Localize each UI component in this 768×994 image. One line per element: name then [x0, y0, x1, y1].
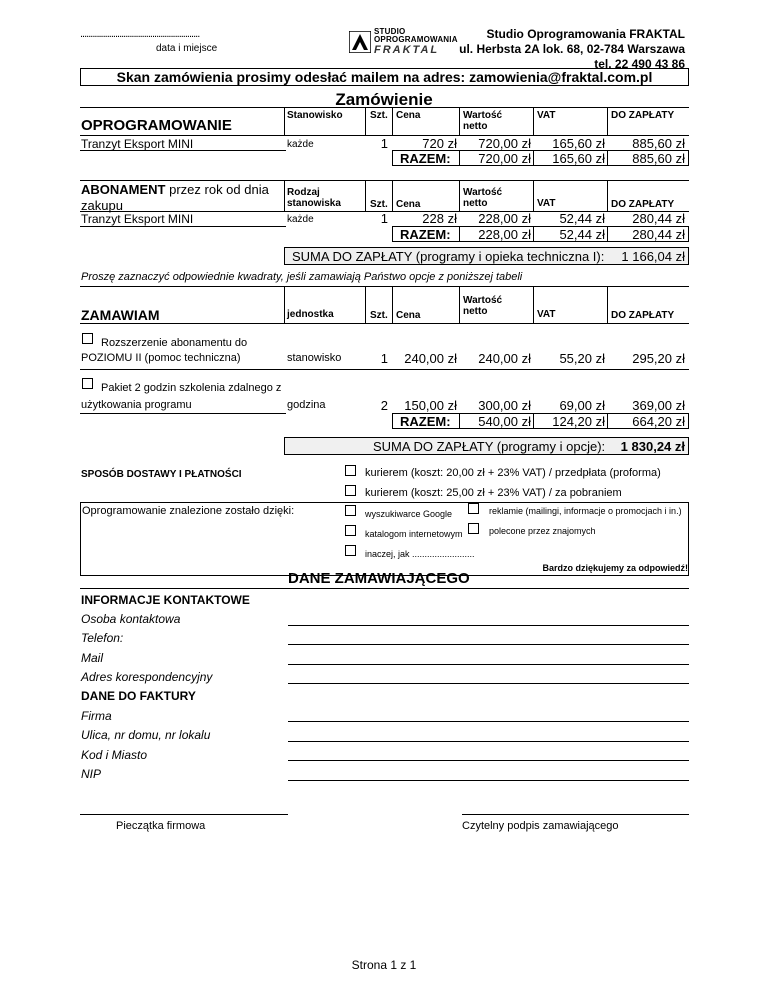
source-friends: polecone przez znajomych — [489, 526, 596, 536]
option-1-line2: POZIOMU II (pomoc techniczna) — [81, 352, 241, 364]
software-total-topay: 885,60 zł — [632, 151, 685, 166]
software-item-station: każde — [287, 139, 314, 150]
option-1-unit: stanowisko — [287, 352, 342, 364]
option-2-checkbox[interactable] — [82, 378, 93, 389]
source-friends-checkbox[interactable] — [468, 523, 479, 534]
option-2-unit: godzina — [287, 399, 326, 411]
option-1-topay: 295,20 zł — [632, 351, 685, 366]
subscription-item-name: Tranzyt Eksport MINI — [81, 212, 194, 226]
source-other-checkbox[interactable] — [345, 545, 356, 556]
col-net-2: Wartość netto — [463, 187, 503, 209]
mail-label: Mail — [81, 651, 104, 665]
software-heading: OPROGRAMOWANIE — [81, 117, 232, 134]
software-item-vat: 165,60 zł — [552, 136, 605, 151]
option-1-line1: Rozszerzenie abonamentu do — [101, 337, 248, 349]
col-vat: VAT — [537, 110, 556, 121]
sum2-label: SUMA DO ZAPŁATY (programy i opcje): — [373, 439, 606, 454]
stamp-line[interactable] — [80, 814, 288, 815]
sum2-value: 1 830,24 zł — [620, 439, 685, 454]
col-price-2: Cena — [396, 199, 421, 210]
subscription-item-vat: 52,44 zł — [559, 211, 605, 226]
subscription-total-net: 228,00 zł — [478, 227, 531, 242]
source-ads-checkbox[interactable] — [468, 503, 479, 514]
place-date-label: data i miejsce — [156, 43, 218, 54]
stamp-label: Pieczątka firmowa — [116, 820, 206, 832]
option-2-line2: użytkowania programu — [81, 399, 192, 411]
col-topay-2: DO ZAPŁATY — [611, 199, 675, 210]
contact-person-label: Osoba kontaktowa — [81, 612, 181, 626]
delivery-heading: SPOSÓB DOSTAWY I PŁATNOŚCI — [81, 469, 242, 480]
col-vat-2: VAT — [537, 198, 556, 209]
email-banner: Skan zamówienia prosimy odesłać mailem na adres: zamowienia@fraktal.com.pl — [116, 69, 653, 85]
options-note: Proszę zaznaczyć odpowiednie kwadraty, jeśli zamawiają Państwo opcje z poniższej tabeli — [81, 271, 523, 283]
delivery-option-1-checkbox[interactable] — [345, 465, 356, 476]
software-item-name: Tranzyt Eksport MINI — [81, 137, 194, 151]
options-heading: ZAMAWIAM — [81, 307, 160, 323]
nip-field[interactable] — [288, 780, 689, 781]
subscription-total-topay: 280,44 zł — [632, 227, 685, 242]
option-2-qty: 2 — [380, 398, 388, 413]
mail-field[interactable] — [288, 664, 689, 665]
col-price-3: Cena — [396, 310, 421, 321]
company-name: Studio Oprogramowania FRAKTAL — [486, 27, 685, 41]
subscription-item-price: 228 zł — [422, 211, 457, 226]
delivery-option-2: kurierem (koszt: 25,00 zł + 23% VAT) / za pobraniem — [365, 487, 622, 499]
software-total-label: RAZEM: — [400, 151, 451, 166]
option-1-vat: 55,20 zł — [559, 351, 605, 366]
fraktal-logo-icon — [349, 31, 371, 53]
city-label: Kod i Miasto — [81, 748, 148, 762]
option-2-net: 300,00 zł — [478, 398, 531, 413]
company-label: Firma — [81, 709, 112, 723]
subscription-item-qty: 1 — [380, 211, 388, 226]
options-total-label: RAZEM: — [400, 414, 451, 429]
col-topay: DO ZAPŁATY — [611, 110, 675, 121]
option-2-vat: 69,00 zł — [559, 398, 605, 413]
col-topay-3: DO ZAPŁATY — [611, 310, 675, 321]
option-1-net: 240,00 zł — [478, 351, 531, 366]
software-item-topay: 885,60 zł — [632, 136, 685, 151]
source-heading: Oprogramowanie znalezione zostało dzięki: — [82, 505, 295, 517]
delivery-option-2-checkbox[interactable] — [345, 485, 356, 496]
option-2-price: 150,00 zł — [404, 398, 457, 413]
logo-text-oprogramowania: OPROGRAMOWANIA — [374, 35, 458, 44]
software-item-net: 720,00 zł — [478, 136, 531, 151]
page-number: Strona 1 z 1 — [351, 958, 417, 972]
subscription-total-vat: 52,44 zł — [559, 227, 605, 242]
col-qty: Szt. — [370, 110, 388, 121]
option-2-topay: 369,00 zł — [632, 398, 685, 413]
phone-label: Telefon: — [81, 631, 124, 645]
source-catalogs: katalogom internetowym — [365, 529, 463, 539]
contact-person-field[interactable] — [288, 625, 689, 626]
thanks-note: Bardzo dziękujemy za odpowiedź! — [542, 563, 688, 573]
delivery-option-1: kurierem (koszt: 20,00 zł + 23% VAT) / przedpłata (proforma) — [365, 467, 661, 479]
sum1-value: 1 166,04 zł — [621, 249, 685, 264]
software-item-qty: 1 — [380, 136, 388, 151]
invoice-heading: DANE DO FAKTURY — [81, 689, 196, 703]
source-google: wyszukiwarce Google — [365, 509, 453, 519]
company-field[interactable] — [288, 721, 689, 722]
subscription-item-topay: 280,44 zł — [632, 211, 685, 226]
address-label: Adres korespondencyjny — [81, 670, 213, 684]
subscription-total-label: RAZEM: — [400, 227, 451, 242]
signature-line[interactable] — [462, 814, 689, 815]
source-catalogs-checkbox[interactable] — [345, 525, 356, 536]
subscription-item-station: każde — [287, 214, 314, 225]
source-other: inaczej, jak ......................... — [365, 549, 475, 559]
col-net: Wartość netto — [463, 110, 503, 132]
option-1-price: 240,00 zł — [404, 351, 457, 366]
phone-field[interactable] — [288, 644, 689, 645]
customer-heading: DANE ZAMAWIAJĄCEGO — [288, 570, 470, 587]
logo-text-fraktal: FRAKTAL — [374, 44, 440, 56]
option-2-line1: Pakiet 2 godzin szkolenia zdalnego z — [101, 382, 282, 394]
options-total-vat: 124,20 zł — [552, 414, 605, 429]
city-field[interactable] — [288, 760, 689, 761]
page-title: Zamówienie — [335, 90, 433, 109]
col-price: Cena — [396, 110, 421, 121]
subscription-heading: ABONAMENT przez rok od dnia zakupu — [81, 182, 269, 213]
sum1-label: SUMA DO ZAPŁATY (programy i opieka techniczna I): — [292, 249, 605, 264]
option-1-checkbox[interactable] — [82, 333, 93, 344]
place-date-dotted-line: .......................................................... — [80, 28, 200, 40]
nip-label: NIP — [81, 767, 102, 781]
company-phone: tel. 22 490 43 86 — [594, 57, 685, 71]
col-station: Stanowisko — [287, 110, 343, 121]
address-field[interactable] — [288, 683, 689, 684]
col-unit: jednostka — [287, 309, 334, 320]
logo-text — [374, 28, 458, 44]
options-total-topay: 664,20 zł — [632, 414, 685, 429]
option-1-qty: 1 — [380, 351, 388, 366]
source-google-checkbox[interactable] — [345, 505, 356, 516]
company-address: ul. Herbsta 2A lok. 68, 02-784 Warszawa — [459, 42, 685, 56]
contact-heading: INFORMACJE KONTAKTOWE — [81, 593, 250, 607]
subscription-item-net: 228,00 zł — [478, 211, 531, 226]
col-net-3: Wartość netto — [463, 295, 503, 317]
col-qty-3: Szt. — [370, 310, 388, 321]
street-label: Ulica, nr domu, nr lokalu — [81, 728, 211, 742]
software-total-vat: 165,60 zł — [552, 151, 605, 166]
street-field[interactable] — [288, 741, 689, 742]
col-qty-2: Szt. — [370, 199, 388, 210]
software-total-net: 720,00 zł — [478, 151, 531, 166]
software-item-price: 720 zł — [422, 136, 457, 151]
source-ads: reklamie (mailingi, informacje o promocjach i in.) — [489, 506, 682, 516]
col-vat-3: VAT — [537, 309, 556, 320]
signature-label: Czytelny podpis zamawiającego — [462, 820, 619, 832]
logo-text-studio: STUDIO — [374, 27, 406, 36]
options-total-net: 540,00 zł — [478, 414, 531, 429]
col-station-type: Rodzaj stanowiska — [287, 187, 341, 209]
